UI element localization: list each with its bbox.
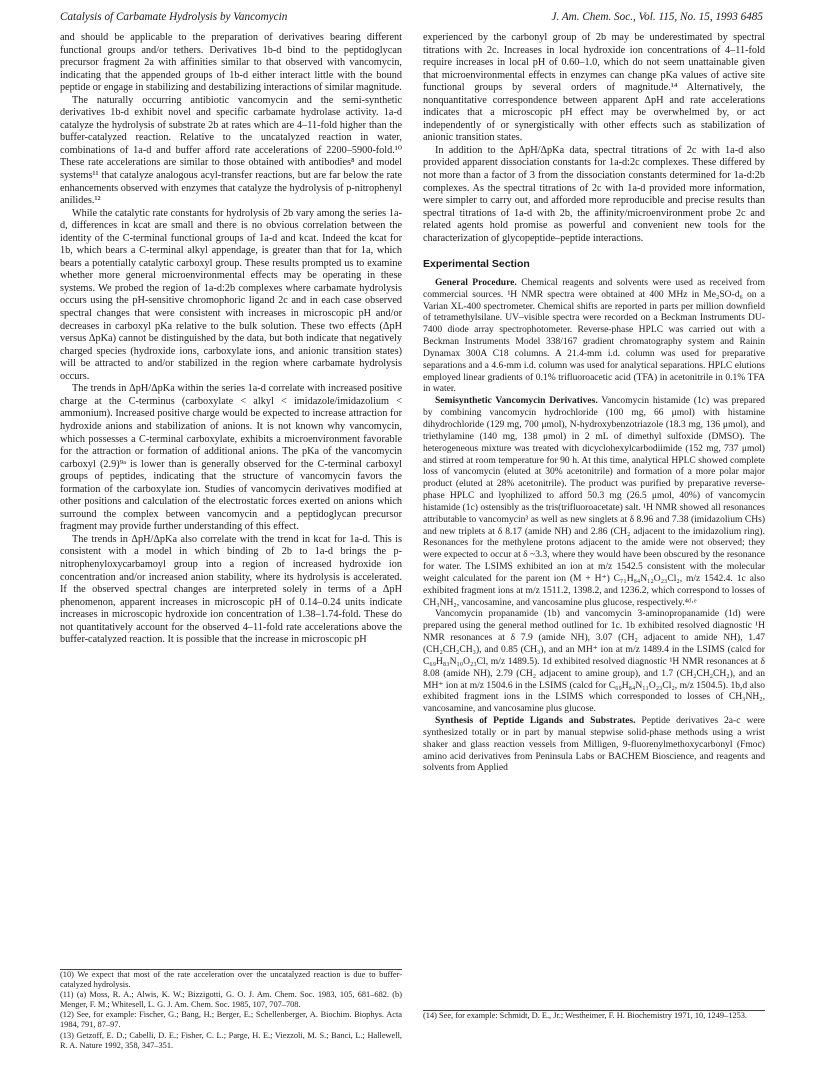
footnote: (10) We expect that most of the rate acceleration over the uncatalyzed reaction is due to buffer-catalyzed hydrolysis. [60, 970, 402, 990]
run-in-heading: General Procedure. [435, 276, 517, 288]
experimental-section [423, 277, 765, 774]
running-header [60, 9, 763, 25]
section-title-experimental: Experimental Section [423, 258, 530, 271]
exp-text: Vancomycin histamide (1c) was prepared by combining vancomycin hydrochloride (100 mg, 66 μmol) with histamine dihydrochloride (129 mg, 700 μmol), N-hydroxybenzotriazole (18.3 mg, 136 μmol), and triethylamine (140 mg, 138 μmol) in 2 mL of dimethyl sulfoxide (DMSO). The heterogeneous mixture was treated with dicyclohexylcarbodiimide (152 mg, 737 μmol) and stirred at room temperature for 90 h. At this time, analytical HPLC showed complete loss of vancomycin (eluted at 30% acetonitrile) and formation of a more polar major product (eluted at 28% acetonitrile). The product was purified by preparative reverse-phase HPLC and lyophilized to afford 50.3 mg (26.5 μmol, 40%) of vancomycin histamide (1c) ostensibly as the tris(trifluoroacetate) salt. ¹H NMR showed all resonances attributable to vancomycin³ as well as new singlets at δ 8.96 and 7.38 (imidazolium CHs) and new triplets at δ 8.17 (amide NH) and 2.86 (CH₂ adjacent to the imidazolium ring). Resonances for the methylene protons adjacent to the amide were not observed; they were expected to occur at δ ~3.3, where they would have been obscured by the resonance for water. The LSIMS exhibited an ion at m/z 1542.5 consistent with the molecular weight calculated for the parent ion (M + H⁺) C₇₁H₈₄N₁₂O₂₃Cl₂, m/z 1542.4. 1c also exhibited fragment ions at m/z 1511.2, 1398.2, and 1236.2, which correspond to losses of CH₃NH₂, vancosamine, and vancosamine plus glucose, respectively.⁴ᵈ·ᵉ [423, 395, 765, 608]
footnote: (11) (a) Moss, R. A.; Alwis, K. W.; Bizzigotti, G. O. J. Am. Chem. Soc. 1983, 105, 681–682. (b) Menger, F. M.; Whitesell, L. G. J. Am. Chem. Soc. 1985, 107, 707–708. [60, 990, 402, 1010]
header-journal-citation: J. Am. Chem. Soc., Vol. 115, No. 15, 1993 6485 [551, 11, 763, 23]
header-article-title: Catalysis of Carbamate Hydrolysis by Vancomycin [60, 11, 288, 23]
body-paragraph: In addition to the ΔpH/ΔpKa data, spectral titrations of 2c with 1a-d also provided apparent dissociation constants for 1a-d:2c complexes. These differed by not more than a factor of 3 from the dissociation constants determined for 1a-d:2b complexes. As the spectral titrations of 2c with 1a-d provided more information, were simpler to carry out, and afforded more reproducible and precise results than spectral titrations of 1a-d with 2b, the affinity/microenvironment probe 2c and related agents hold promise as powerful and convenient new tools for the characterization of glycopeptide–peptide interactions. [423, 144, 765, 244]
body-paragraph: experienced by the carbonyl group of 2b may be underestimated by spectral titrations with 2c. Increases in local hydroxide ion concentrations of 4–11-fold require increases in local pH of 0.60–1.0, which do not seem unattainable given that microenvironmental effects in enzymes can change pKa values of active site functional groups by several orders of magnitude.¹⁴ Alternatively, the nonquantitative correspondence between apparent ΔpH and rate accelerations indicates that a microscopic pH effect may be overwhelmed by, or act independently of or synergistically with other effects such as stabilization of anionic transition states. [423, 32, 765, 144]
exp-paragraph [423, 395, 765, 608]
run-in-heading: Semisynthetic Vancomycin Derivatives. [435, 395, 598, 407]
body-paragraph: The trends in ΔpH/ΔpKa also correlate with the trend in kcat for 1a-d. This is consistent with a model in which binding of 2b to 1a-d brings the p-nitrophenyloxycarbamoyl group into a region of increased hydroxide ion concentration and/or increased anion stability, where its hydrolysis is accelerated. If the observed spectral changes are interpreted solely in terms of a ΔpH phenomenon, apparent increases in microscopic pH of 0.14–0.24 units indicate increases in microscopic hydroxide ion concentration of 1.38–1.74-fold. These do not quantitatively account for the observed 4–11-fold rate accelerations above the buffer-catalyzed reaction. It is possible that the increase in microscopic pH [60, 533, 402, 646]
exp-text: Vancomycin propanamide (1b) and vancomycin 3-aminopropanamide (1d) were prepared using the general method outlined for 1c. 1b exhibited resolved diagnostic ¹H NMR resonances at δ 7.9 (amide NH), 3.07 (CH₂ adjacent to amide NH), 1.47 (CH₂CH₂CH₃), and 0.85 (CH₃), and an MH⁺ ion at m/z 1489.4 in the LSIMS (calcd for C₆₉H₈₃N₁₀O₂₃Cl, m/z 1489.5). 1d exhibited resolved diagnostic ¹H NMR resonances at δ 8.08 (amide NH), 2.79 (CH₂ adjacent to amine group), and 1.7 (CH₂CH₂CH₂), and an MH⁺ ion at m/z 1504.6 in the LSIMS (calcd for C₆₉H₈₄N₁₁O₂₃Cl₂, m/z 1504.5). 1b,d also exhibited fragment ions in the LSIMS which corresponded to losses of CH₃NH₂, vancosamine, and vancosamine plus glucose. [423, 608, 765, 715]
run-in-heading: Synthesis of Peptide Ligands and Substrates. [435, 715, 636, 727]
exp-paragraph [423, 715, 765, 774]
body-paragraph: The trends in ΔpH/ΔpKa within the series 1a-d correlate with increased positive charge at the C-terminus (carboxylate < alkyl < imidazole/imidazolium < ammonium). Increased positive charge would be expected to increase attraction for hydroxide anions and stabilization of anions. It is not known why vancomycin, which possesses a C-terminal carboxylate, exhibits a microenvironment favorable for the attraction or formation of additional anions. The pKa of the vancomycin carboxyl (2.9)⁹ᵃ is lower than is generally observed for the C-terminal carboxyl groups of peptides, indicating that the structure of vancomycin favors the formation of the carboxylate ion. Studies of vancomycin derivatives modified at other positions and calculation of the electrostatic forces exerted on anions which surround the complex between vancomycin and a peptidoglycan precursor fragment may provide further understanding of this effect. [60, 383, 402, 533]
footnotes-right [423, 1010, 765, 1021]
footnote: (12) See, for example: Fischer, G.; Bang, H.; Berger, E.; Schellenberger, A. Biochim. Biophys. Acta 1984, 791, 87–97. [60, 1010, 402, 1030]
exp-text: Chemical reagents and solvents were used as received from commercial sources. ¹H NMR spectra were obtained at 400 MHz in Me₂SO-d₆ on a Varian XL-400 spectrometer. Chemical shifts are reported in parts per million downfield of tetramethylsilane. UV–visible spectra were recorded on a Beckman Instruments DU-7400 diode array spectrophotometer. Reverse-phase HPLC was carried out with a Beckman Instruments Model 338/167 gradient chromatography system and Rainin Dynamax 300A C18 columns. A 21.4-mm i.d. column was used for preparative separations and a 4.6-mm i.d. column was used for analytical separations. HPLC elutions employed linear gradients of 0.1% trifluoroacetic acid (TFA) in acetonitrile in 0.1% TFA in water. [423, 276, 765, 395]
footnotes-left [60, 969, 402, 1051]
exp-paragraph [423, 608, 765, 715]
right-column [423, 32, 765, 774]
footnote: (14) See, for example: Schmidt, D. E., Jr.; Westheimer, F. H. Biochemistry 1971, 10, 1249–1253. [423, 1011, 747, 1020]
exp-paragraph [423, 277, 765, 395]
exp-text: Peptide derivatives 2a-c were synthesized totally or in part by manual stepwise solid-phase methods using a wrist shaker and glass reaction vessels from Milligen, 9-fluorenylmethoxycarbonyl (Fmoc) amino acid derivatives from Peninsula Labs or BACHEM Bioscience, and reagents and solvents from Applied [423, 715, 765, 774]
left-column [60, 32, 402, 647]
body-paragraph: While the catalytic rate constants for hydrolysis of 2b vary among the series 1a-d, differences in kcat are small and there is no obvious correlation between the identity of the C-terminal functional groups of 1a-d and kcat. Indeed the kcat for 1b, which bears a C-terminal alkyl appendage, is greater than that for 1a, which bears a potentially catalytic carboxyl group. These results prompted us to examine whether more general microenvironmental effects may be operating in these systems. We probed the region of 1a-d:2b complexes where carbamate hydrolysis occurs using the pH-sensitive chromophoric ligand 2c and in each case observed spectral changes that were consistent with increases in microscopic pH and/or decreases in carboxyl pKa relative to the bulk solution. These two effects (ΔpH versus ΔpKa) cannot be distinguished by the data, but both indicate that negatively charged species (hydroxide ions, carboxylate ions, and anionic transition states) will be attracted to and/or stabilized in the region where carbamate hydrolysis occurs. [60, 207, 402, 382]
body-paragraph: and should be applicable to the preparation of derivatives bearing different functional groups and/or tethers. Derivatives 1b-d bind to the peptidoglycan precursor fragment 2a with affinities similar to that observed with vancomycin, indicating that the appended groups of 1b-d either interact little with the bound peptide or engage in stabilizing and destabilizing interactions of similar magnitude. [60, 32, 402, 94]
body-paragraph: The naturally occurring antibiotic vancomycin and the semi-synthetic derivatives 1b-d exhibit novel and specific carbamate hydrolase activity. 1a-d catalyze the hydrolysis of substrate 2b at rates which are 4–11-fold higher than the buffer-catalyzed reaction. Relative to the uncatalyzed reaction in water, combinations of 1a-d and buffer afford rate accelerations of 2200–5900-fold.¹⁰ These rate accelerations are similar to those obtained with antibodies⁸ and model systems¹¹ that catalyze analogous acyl-transfer reactions, but are far below the rate enhancements observed with enzymes that catalyze the hydrolysis of p-nitrophenyl anilides.¹² [60, 94, 402, 207]
footnote: (13) Getzoff, E. D.; Cabelli, D. E.; Fisher, C. L.; Parge, H. E.; Viezzoli, M. S.; Banci, L.; Hallewell, R. A. Nature 1992, 358, 347–351. [60, 1030, 402, 1050]
